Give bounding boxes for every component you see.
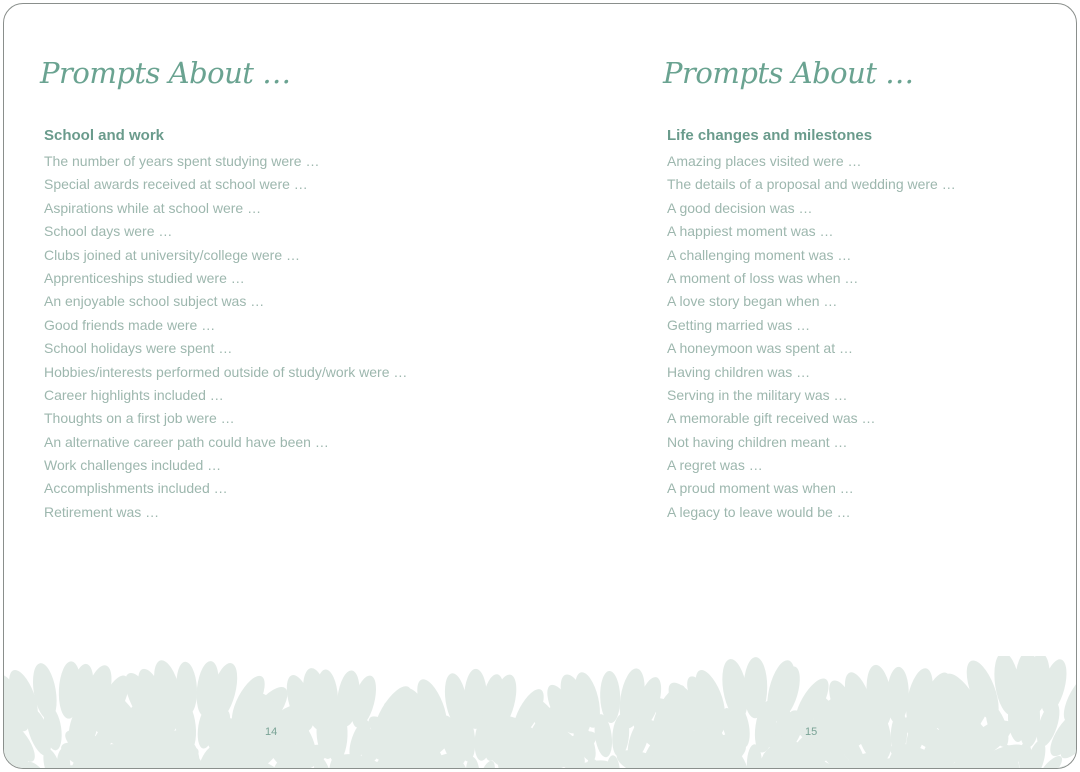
section-title: School and work	[44, 127, 165, 144]
prompt-item: A honeymoon was spent at …	[667, 340, 853, 357]
prompt-item: A challenging moment was …	[667, 246, 852, 263]
prompt-item: Hobbies/interests performed outside of study/work were …	[44, 363, 408, 380]
page-number: 15	[805, 726, 818, 738]
leaf-pattern-decoration	[4, 656, 1076, 768]
prompt-item: Accomplishments included …	[44, 480, 228, 497]
prompt-item: Having children was …	[667, 363, 811, 380]
prompt-item: A love story began when …	[667, 293, 838, 310]
prompt-list	[667, 150, 956, 524]
prompt-item: Not having children meant …	[667, 433, 848, 450]
prompt-item: Retirement was …	[44, 503, 160, 520]
prompt-item: Getting married was …	[667, 316, 811, 333]
prompt-item: The details of a proposal and wedding were …	[667, 176, 956, 193]
prompt-item: Special awards received at school were …	[44, 176, 308, 193]
prompt-item: A legacy to leave would be …	[667, 503, 851, 520]
prompt-item: A happiest moment was …	[667, 223, 834, 240]
prompt-item: Clubs joined at university/college were …	[44, 246, 301, 263]
prompt-item: Thoughts on a first job were …	[44, 410, 235, 427]
prompt-item: Amazing places visited were …	[667, 153, 862, 169]
prompt-item: An enjoyable school subject was …	[44, 293, 265, 310]
page-heading: Prompts About …	[40, 56, 291, 90]
page-heading: Prompts About …	[663, 56, 914, 90]
book-spread	[3, 3, 1077, 769]
prompt-item: Good friends made were …	[44, 316, 216, 333]
prompt-item: Career highlights included …	[44, 386, 224, 403]
prompt-item: A moment of loss was when …	[667, 269, 859, 286]
prompt-item: An alternative career path could have been …	[44, 433, 329, 450]
prompt-item: A good decision was …	[667, 199, 813, 216]
right-page	[663, 4, 1067, 768]
prompt-item: The number of years spent studying were …	[44, 153, 320, 169]
prompt-item: A proud moment was when …	[667, 480, 854, 497]
prompt-item: A regret was …	[667, 457, 763, 474]
prompt-item: Aspirations while at school were …	[44, 199, 262, 216]
prompt-item: Work challenges included …	[44, 457, 222, 474]
prompt-item: School holidays were spent …	[44, 340, 233, 357]
prompt-item: A memorable gift received was …	[667, 410, 876, 427]
prompt-item: Serving in the military was …	[667, 386, 848, 403]
prompt-item: School days were …	[44, 223, 173, 240]
prompt-item: Apprenticeships studied were …	[44, 269, 245, 286]
section-title: Life changes and milestones	[667, 127, 873, 144]
page-number: 14	[265, 726, 278, 738]
left-page	[40, 4, 544, 768]
prompt-list	[44, 150, 407, 524]
